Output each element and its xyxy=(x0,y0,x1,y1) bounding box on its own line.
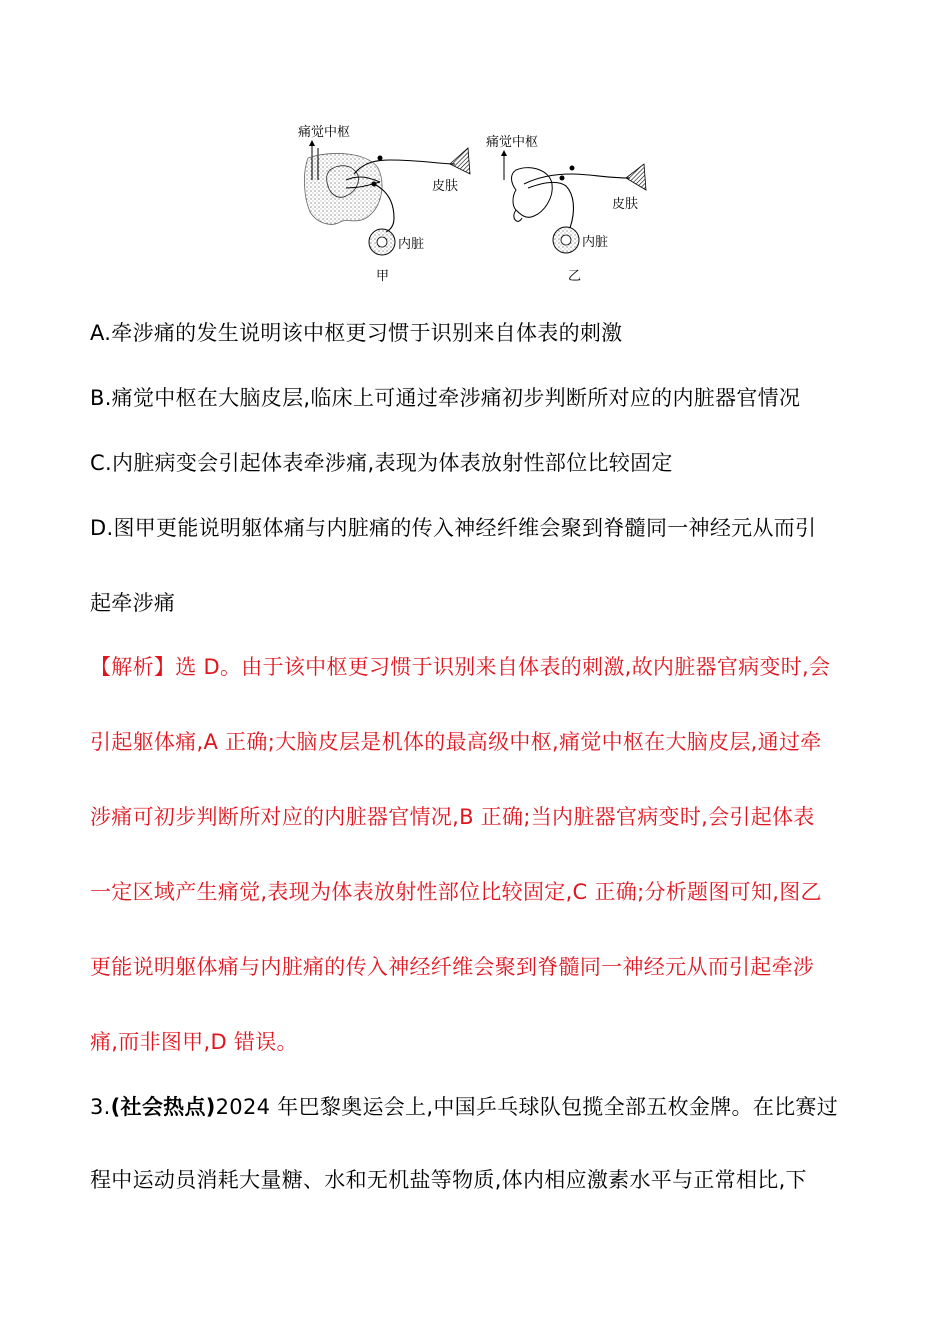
analysis-line-3: 涉痛可初步判断所对应的内脏器官情况,B 正确;当内脏器官病变时,会引起体表 xyxy=(90,805,815,829)
skin-jia xyxy=(450,148,470,174)
ganglion-yi-1 xyxy=(570,166,575,171)
ganglion-jia-1 xyxy=(378,156,383,161)
option-b: B.痛觉中枢在大脑皮层,临床上可通过牵涉痛初步判断所对应的内脏器官情况 xyxy=(90,386,801,410)
skin-fiber-yi xyxy=(524,174,630,184)
spinal-cord-jia xyxy=(304,153,382,224)
question-3-line-1 xyxy=(90,1092,838,1122)
skin-label-jia: 皮肤 xyxy=(432,179,459,194)
skin-label-yi: 皮肤 xyxy=(612,197,639,212)
diagram-jia xyxy=(298,124,470,284)
question-tag: (社会热点) xyxy=(110,1095,216,1119)
arrow-head-jia-1 xyxy=(309,140,315,146)
question-3-line-2: 程中运动员消耗大量糖、水和无机盐等物质,体内相应激素水平与正常相比,下 xyxy=(90,1168,807,1192)
option-c: C.内脏病变会引起体表牵涉痛,表现为体表放射性部位比较固定 xyxy=(90,451,673,475)
organ-label-jia: 内脏 xyxy=(398,237,425,252)
caption-jia: 甲 xyxy=(376,269,390,284)
option-d-line-1: D.图甲更能说明躯体痛与内脏痛的传入神经纤维会聚到脊髓同一神经元从而引 xyxy=(90,516,817,540)
question-text-1: 2024 年巴黎奥运会上,中国乒乓球队包揽全部五枚金牌。在比赛过 xyxy=(215,1095,839,1119)
analysis-line-4: 一定区域产生痛觉,表现为体表放射性部位比较固定,C 正确;分析题图可知,图乙 xyxy=(90,880,822,904)
ganglion-yi-2 xyxy=(560,176,565,181)
diagram-yi xyxy=(486,134,646,284)
option-a: A.牵涉痛的发生说明该中枢更习惯于识别来自体表的刺激 xyxy=(90,321,623,345)
organ-fiber-yi xyxy=(528,182,573,228)
arrow-head-yi xyxy=(501,150,507,156)
organ-label-yi: 内脏 xyxy=(582,235,609,250)
spinal-cord-yi xyxy=(512,168,553,218)
analysis-line-2: 引起躯体痛,A 正确;大脑皮层是机体的最高级中枢,痛觉中枢在大脑皮层,通过牵 xyxy=(90,730,822,754)
analysis-line-1: 【解析】选 D。由于该中枢更习惯于识别来自体表的刺激,故内脏器官病变时,会 xyxy=(90,655,831,679)
question-number: 3. xyxy=(90,1095,111,1119)
pain-center-label-jia: 痛觉中枢 xyxy=(298,125,351,140)
caption-yi: 乙 xyxy=(568,269,582,284)
pain-center-label-yi: 痛觉中枢 xyxy=(486,135,539,150)
skin-yi xyxy=(626,164,646,190)
option-d-line-2: 起牵涉痛 xyxy=(90,591,176,615)
analysis-line-6: 痛,而非图甲,D 错误。 xyxy=(90,1030,298,1054)
neural-pathway-figure xyxy=(290,118,670,288)
analysis-line-5: 更能说明躯体痛与内脏痛的传入神经纤维会聚到脊髓同一神经元从而引起牵涉 xyxy=(90,955,815,979)
figure-svg xyxy=(290,118,670,288)
